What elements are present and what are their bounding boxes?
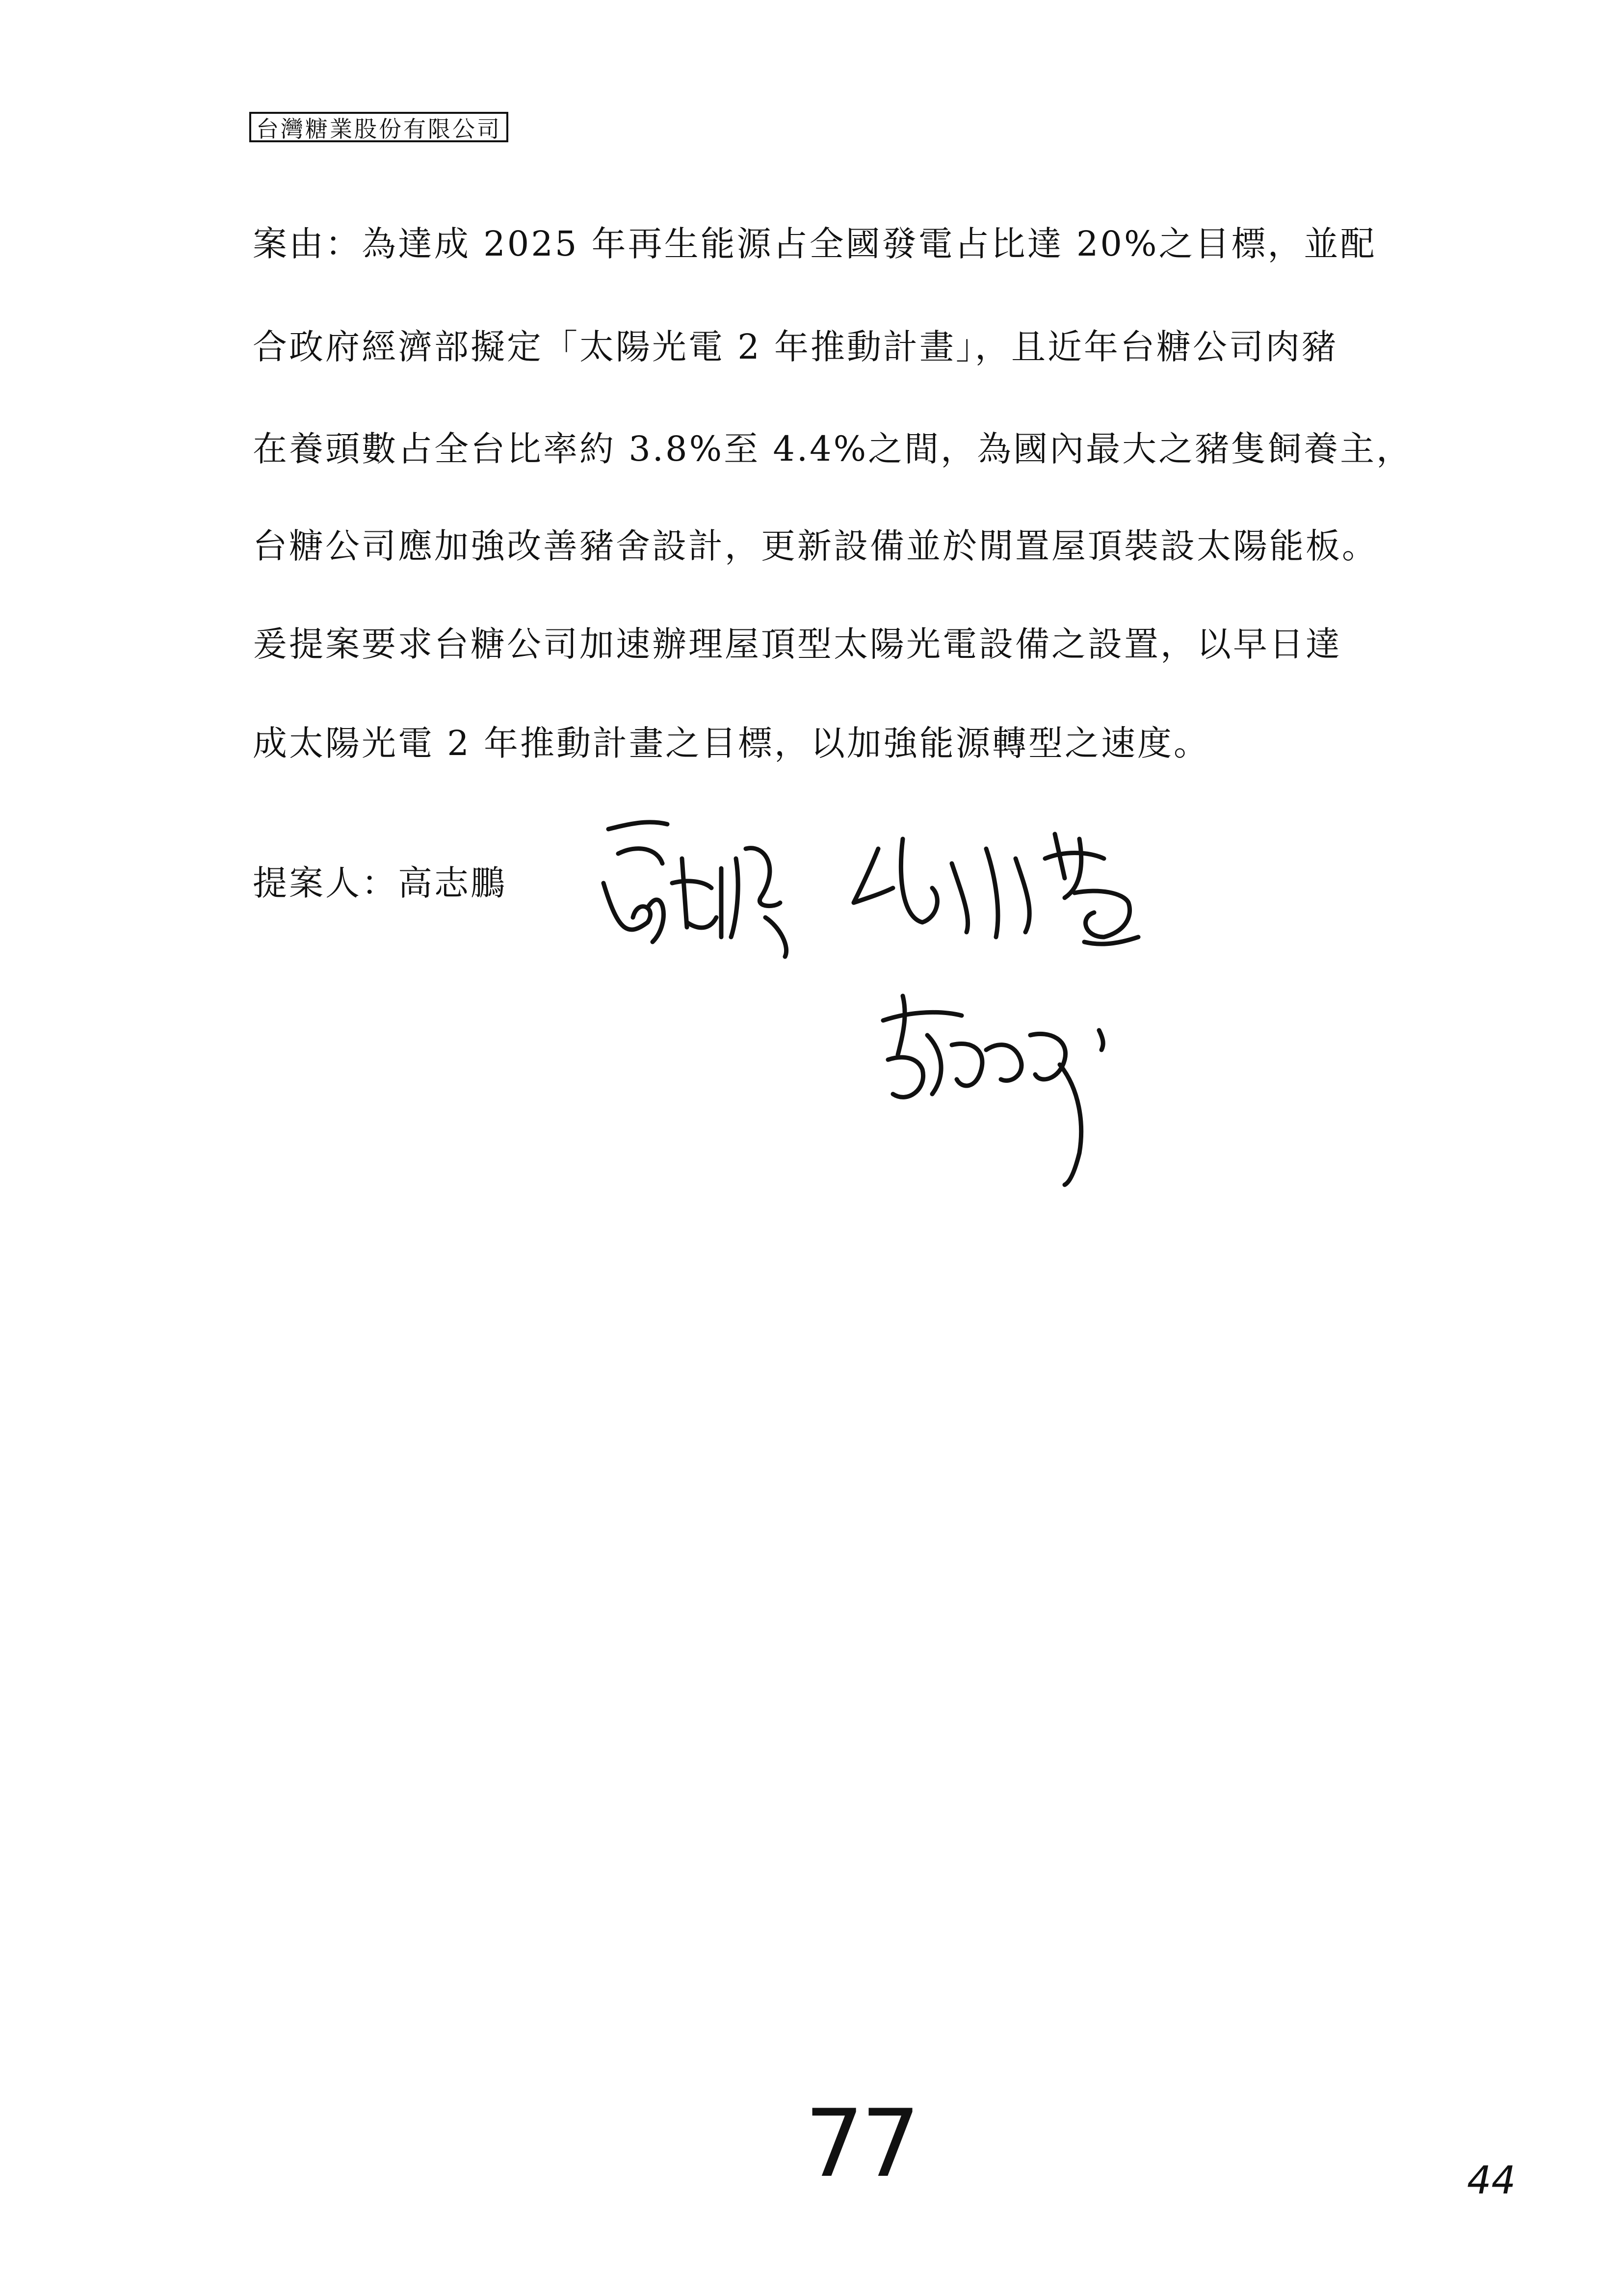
proposer-label: 提案人：高志鵬	[253, 863, 507, 903]
body-line-4: 台糖公司應加強改善豬舍設計，更新設備並於閒置屋頂裝設太陽能板。	[253, 526, 1378, 566]
body-line-6: 成太陽光電 2 年推動計畫之目標，以加強能源轉型之速度。	[253, 723, 1210, 763]
body-line-2: 合政府經濟部擬定「太陽光電 2 年推動計畫」，且近年台糖公司肉豬	[253, 327, 1338, 367]
signature-2	[849, 819, 1153, 957]
body-line-3: 在養頭數占全台比率約 3.8%至 4.4%之間，為國內最大之豬隻飼養主，	[253, 429, 1413, 469]
body-line-1: 案由：為達成 2025 年再生能源占全國發電占比達 20%之目標，並配	[253, 224, 1377, 264]
page-number: 77	[805, 2089, 917, 2198]
body-line-5: 爰提案要求台糖公司加速辦理屋頂型太陽光電設備之設置，以早日達	[253, 624, 1342, 664]
sheet-number: 44	[1467, 2159, 1516, 2203]
company-header-label: 台灣糖業股份有限公司	[249, 112, 508, 142]
signature-3	[873, 976, 1148, 1192]
signature-1	[589, 809, 805, 966]
